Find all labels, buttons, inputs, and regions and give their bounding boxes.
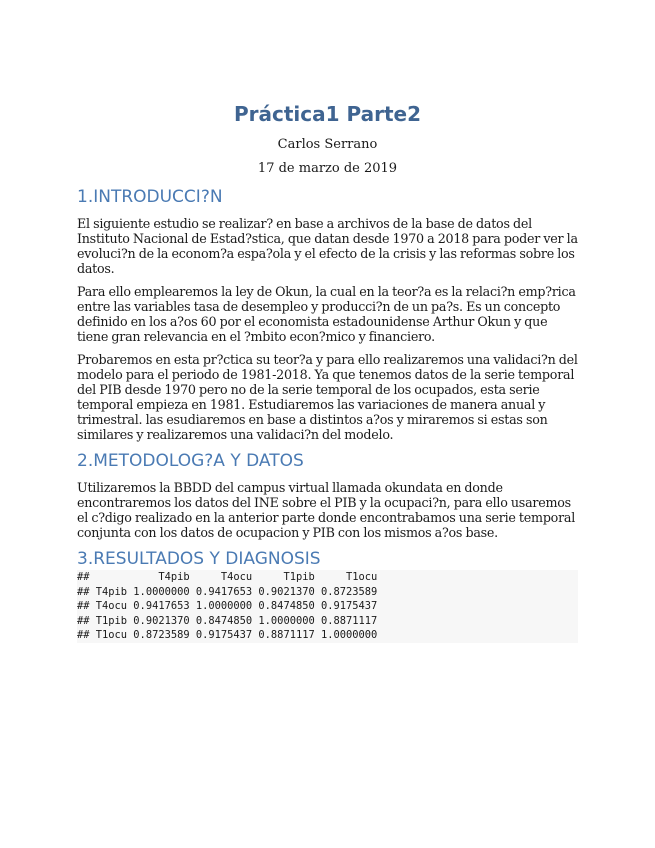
document-date: 17 de marzo de 2019 — [257, 161, 398, 176]
paragraph: Probaremos en esta pr?ctica su teor?a y para ello realizaremos una validaci?n del modelo para el periodo de 1981-2018. Ya que tenemos datos de la serie temporal del PIB desde 1970 pero no de la serie temporal de los ocupados, esta serie temporal empieza en 1981. Estudiaremos las variaciones de manera anual y trimestral. las esudiaremos en base a distintos a?os y miraremos si estas son similares y realizaremos una validaci?n del modelo. — [77, 352, 578, 442]
paragraph: El siguiente estudio se realizar? en base a archivos de la base de datos del Instituto Nacional de Estad?stica, que datan desde 1970 a 2018 para poder ver la evoluci?n de la econom?a espa?ola y el efecto de la crisis y las reformas sobre los datos. — [77, 216, 578, 276]
code-line: ## T1pib 0.9021370 0.8474850 1.0000000 0.8871117 — [77, 614, 378, 627]
section-heading-introduccion: 1.INTRODUCCI?N — [77, 187, 223, 207]
document-title: Práctica1 Parte2 — [233, 102, 422, 126]
code-line: ## T4pib T4ocu T1pib T1ocu — [77, 571, 378, 583]
section-heading-resultados: 3.RESULTADOS Y DIAGNOSIS — [77, 549, 321, 569]
code-line: ## T1ocu 0.8723589 0.9175437 0.8871117 1.0000000 — [77, 629, 378, 641]
paragraph: Utilizaremos la BBDD del campus virtual llamada okundata en donde encontraremos los datos del INE sobre el PIB y la ocupaci?n, para ello usaremos el c?digo realizado en la anterior parte donde encontrabamos una serie temporal conjunta con los datos de ocupacion y PIB con los mismos a?os base. — [77, 480, 576, 540]
code-output-block — [77, 570, 578, 643]
code-line: ## T4pib 1.0000000 0.9417653 0.9021370 0.8723589 — [77, 585, 378, 598]
document-page — [77, 100, 578, 643]
code-line: ## T4ocu 0.9417653 1.0000000 0.8474850 0.9175437 — [77, 600, 378, 612]
section-heading-metodologia: 2.METODOLOG?A Y DATOS — [77, 451, 304, 471]
paragraph: Para ello emplearemos la ley de Okun, la cual en la teor?a es la relaci?n emp?rica entre las variables tasa de desempleo y producci?n de un pa?s. Es un concepto definido en los a?os 60 por el economista estadounidense Arthur Okun y que tiene gran relevancia en el ?mbito econ?mico y financiero. — [77, 284, 576, 344]
document-author: Carlos Serrano — [277, 137, 378, 152]
